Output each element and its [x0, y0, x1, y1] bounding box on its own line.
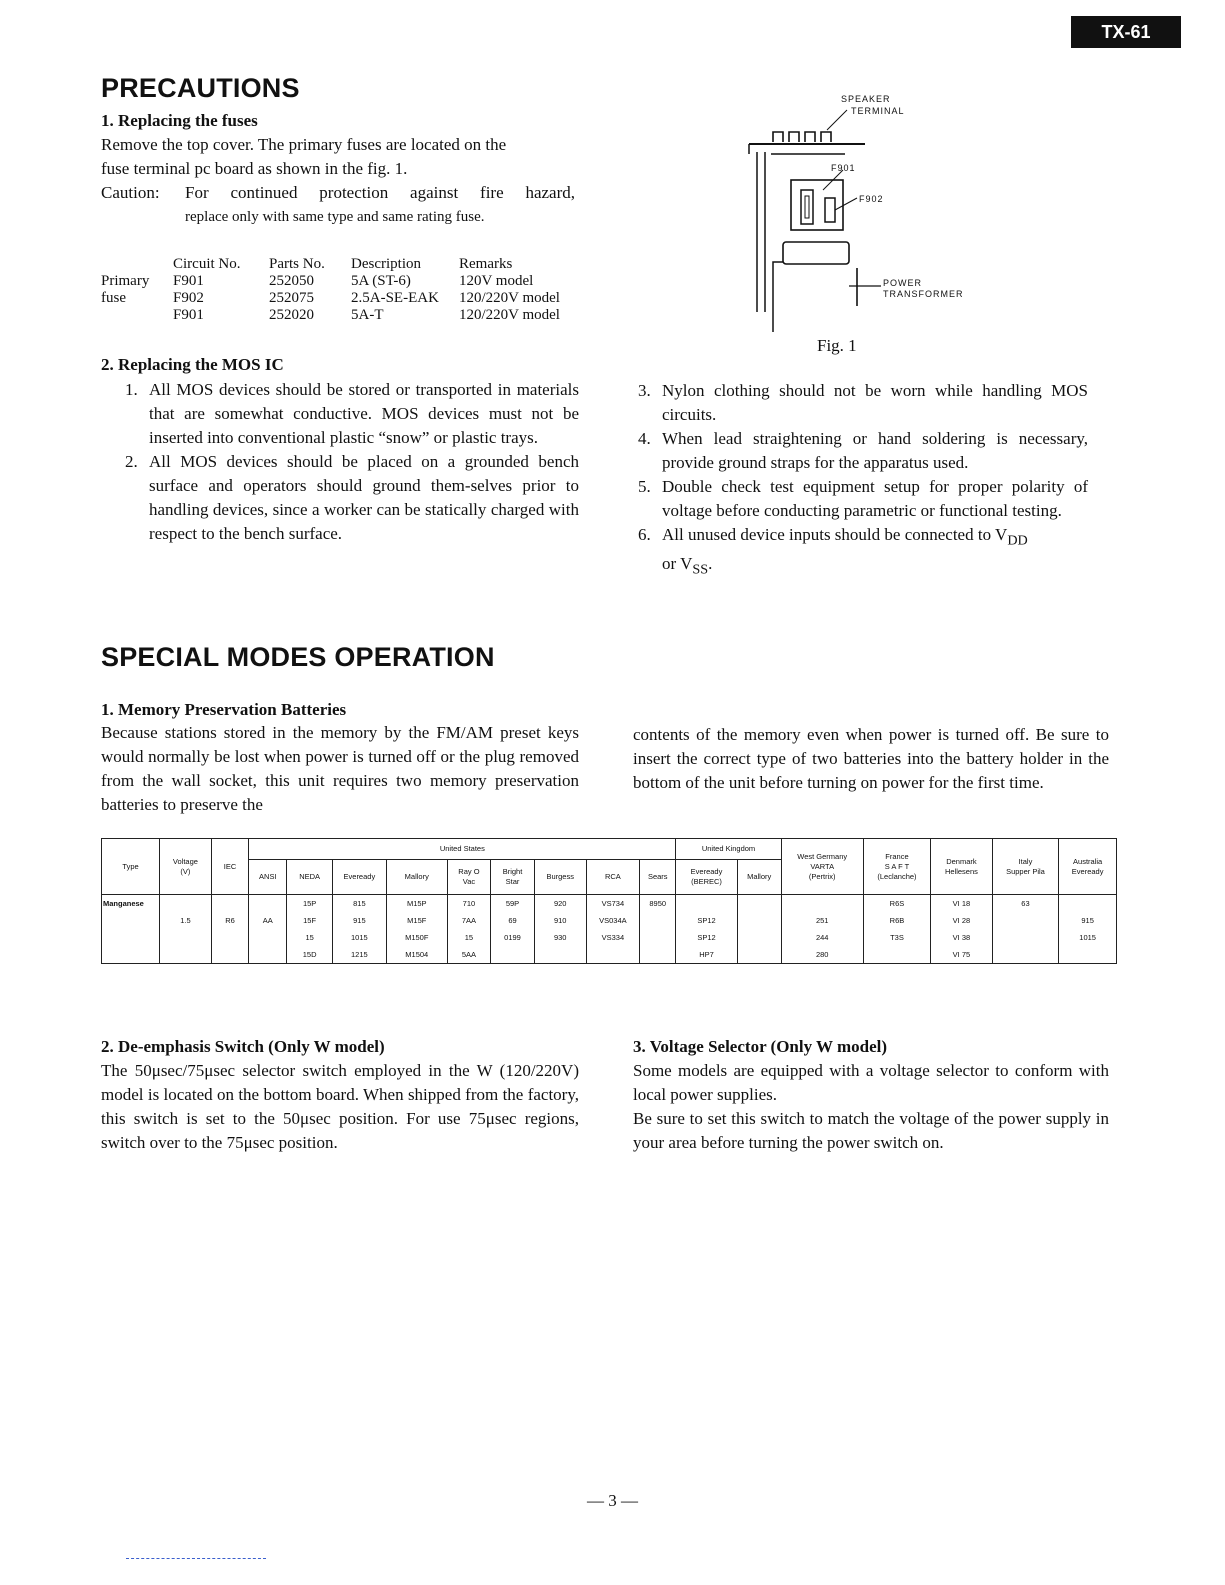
col-type: Type — [102, 839, 160, 895]
table-cell: 1015 — [332, 929, 386, 946]
fuse-cell: F902 — [173, 290, 204, 306]
table-cell: 15D — [287, 946, 333, 964]
fuse-col-header — [101, 256, 173, 273]
table-cell — [737, 895, 781, 913]
group-au: Australia Eveready — [1059, 839, 1117, 895]
transformer-label: TRANSFORMER — [883, 289, 964, 299]
table-cell — [640, 929, 676, 946]
table-cell — [211, 946, 249, 964]
col-uk-mallory: Mallory — [737, 860, 781, 895]
group-it: Italy Supper Pila — [992, 839, 1059, 895]
footer-divider — [126, 1558, 266, 1559]
list-item-text: Nylon clothing should not be worn while handling MOS circuits. — [662, 381, 1088, 424]
fuse-table — [101, 256, 570, 324]
list-item — [101, 450, 579, 546]
caution-text2: replace only with same type and same rating fuse. — [185, 209, 485, 225]
memory-text-left: Because stations stored in the memory by the FM/AM preset keys would normally be lost when power is turned off or the plug removed from the wall socket, this unit requires two memory preservation batteries to preserve the — [101, 723, 579, 814]
table-cell: VS734 — [586, 895, 640, 913]
col-iec: IEC — [211, 839, 249, 895]
memory-heading: 1. Memory Preservation Batteries — [101, 700, 347, 719]
mos-list-right — [614, 379, 1088, 582]
table-cell: VS034A — [586, 912, 640, 929]
table-cell: Manganese — [102, 895, 160, 913]
table-cell — [863, 946, 930, 964]
deemphasis-text: The 50μsec/75μsec selector switch employed in the W (120/220V) model is located on the bottom board. When shipped from the factory, this switch is set to the 50μsec position. For use 75μsec regions, switch over to the 75μsec position. — [101, 1061, 579, 1152]
fuse-cell — [101, 307, 173, 324]
table-cell: 244 — [781, 929, 863, 946]
list-item-text: All MOS devices should be placed on a grounded bench surface and operators should ground them-selves prior to handling devices, since a worker can be statically charged with respect to the bench surface. — [149, 452, 579, 543]
fuse-cell: 120V model — [459, 273, 534, 289]
fuse-cell: 5A-T — [351, 307, 384, 323]
col-rayo: Ray O Vac — [447, 860, 490, 895]
voltage-text1: Some models are equipped with a voltage selector to conform with local power supplies. — [633, 1061, 1109, 1104]
table-cell — [640, 946, 676, 964]
col-uk-eveready: Eveready (BEREC) — [676, 860, 737, 895]
fuse-cell: fuse — [101, 290, 126, 306]
terminal-label: TERMINAL — [851, 106, 905, 116]
table-cell — [249, 929, 287, 946]
fig-1 — [745, 92, 985, 362]
table-cell: R6S — [863, 895, 930, 913]
table-row — [102, 946, 1117, 964]
table-cell — [102, 929, 160, 946]
table-cell — [160, 895, 212, 913]
table-cell: 920 — [534, 895, 586, 913]
table-cell: 15 — [447, 929, 490, 946]
table-cell: 915 — [1059, 912, 1117, 929]
fuse-table-row — [101, 290, 570, 307]
table-cell: R6B — [863, 912, 930, 929]
table-cell: 15F — [287, 912, 333, 929]
list-item-num: 4. — [638, 429, 651, 448]
table-cell: M150F — [386, 929, 447, 946]
voltage-heading: 3. Voltage Selector (Only W model) — [633, 1037, 888, 1056]
table-cell — [676, 895, 737, 913]
table-cell: 1.5 — [160, 912, 212, 929]
table-cell: 1215 — [332, 946, 386, 964]
caution-label: Caution: — [101, 183, 160, 202]
table-cell — [992, 912, 1059, 929]
table-cell — [992, 929, 1059, 946]
table-cell — [249, 946, 287, 964]
table-cell — [249, 895, 287, 913]
table-cell: VI 28 — [931, 912, 992, 929]
table-cell: VS334 — [586, 929, 640, 946]
list-item-text: When lead straightening or hand soldering is necessary, provide ground straps for the apparatus used. — [662, 429, 1088, 472]
table-cell: 63 — [992, 895, 1059, 913]
list-item — [614, 427, 1088, 475]
table-cell — [737, 946, 781, 964]
table-cell — [160, 929, 212, 946]
battery-table — [101, 838, 1117, 964]
deemphasis-heading: 2. De-emphasis Switch (Only W model) — [101, 1037, 385, 1056]
fuse-table-header — [101, 256, 570, 273]
or-word: or — [662, 554, 677, 574]
table-cell — [102, 912, 160, 929]
table-cell — [102, 946, 160, 964]
table-cell — [992, 946, 1059, 964]
table-cell: 1015 — [1059, 929, 1117, 946]
table-cell: 7AA — [447, 912, 490, 929]
mos-heading: 2. Replacing the MOS IC — [101, 355, 284, 374]
list-item-num: 1. — [125, 380, 138, 399]
list-item-text: All unused device inputs should be connected to — [662, 525, 992, 544]
fuses-line1: Remove the top cover. The primary fuses are located on the — [101, 135, 507, 154]
fuse-cell: 120/220V model — [459, 307, 560, 323]
table-cell: M15F — [386, 912, 447, 929]
table-cell: 59P — [491, 895, 535, 913]
table-cell: AA — [249, 912, 287, 929]
memory-text-right: contents of the memory even when power is turned off. Be sure to insert the correct type of two batteries into the battery holder in the bottom of the unit before turning on power for the first time. — [633, 725, 1109, 792]
list-item-num: 6. — [638, 525, 651, 544]
table-cell — [534, 946, 586, 964]
fuse-cell: 252075 — [269, 290, 314, 306]
table-cell — [1059, 895, 1117, 913]
group-fr: France S A F T (Leclanche) — [863, 839, 930, 895]
group-dk: Denmark Hellesens — [931, 839, 992, 895]
table-cell: 815 — [332, 895, 386, 913]
voltage-text2: Be sure to set this switch to match the voltage of the power supply in your area before turning the power switch on. — [633, 1109, 1109, 1152]
table-cell — [737, 929, 781, 946]
table-cell: 15 — [287, 929, 333, 946]
list-item — [614, 475, 1088, 523]
table-cell: M15P — [386, 895, 447, 913]
col-neda: NEDA — [287, 860, 333, 895]
table-cell: M1504 — [386, 946, 447, 964]
fuses-intro — [101, 133, 581, 229]
col-ansi: ANSI — [249, 860, 287, 895]
caution-text1: For continued protection against fire hazard, — [185, 183, 575, 202]
list-item — [614, 379, 1088, 427]
group-uk: United Kingdom — [676, 839, 781, 860]
voltage-text — [633, 1059, 1109, 1155]
table-cell — [781, 895, 863, 913]
table-cell: 5AA — [447, 946, 490, 964]
table-cell — [211, 895, 249, 913]
list-item-text: All MOS devices should be stored or transported in materials that are somewhat conductive. MOS devices must not be inserted into conventional plastic “snow” or plastic trays. — [149, 380, 579, 447]
battery-table-body — [102, 895, 1117, 964]
table-cell: 710 — [447, 895, 490, 913]
table-cell — [737, 912, 781, 929]
table-row — [102, 929, 1117, 946]
list-item — [101, 378, 579, 450]
table-cell: 910 — [534, 912, 586, 929]
vss-symbol: $V_{SS}$ — [680, 554, 709, 578]
caution-block — [101, 181, 581, 205]
precautions-title: PRECAUTIONS — [101, 73, 300, 103]
fuses-line2: fuse terminal pc board as shown in the fig. 1. — [101, 159, 408, 178]
fuse-col-header: Circuit No. — [173, 256, 241, 272]
table-cell: R6 — [211, 912, 249, 929]
model-tab: TX-61 — [1071, 16, 1181, 48]
fuse-cell: F901 — [173, 307, 204, 323]
table-row — [102, 895, 1117, 913]
group-de: West Germany VARTA (Pertrix) — [781, 839, 863, 895]
fuses-heading: 1. Replacing the fuses — [101, 111, 258, 130]
table-cell: 280 — [781, 946, 863, 964]
f901-label: F901 — [831, 163, 856, 173]
table-cell: 930 — [534, 929, 586, 946]
fuse-table-row — [101, 273, 570, 290]
fig-caption: Fig. 1 — [817, 336, 857, 355]
table-cell: VI 75 — [931, 946, 992, 964]
col-rca: RCA — [586, 860, 640, 895]
f902-label: F902 — [859, 194, 884, 204]
table-cell — [211, 929, 249, 946]
battery-table-header-group — [102, 839, 1117, 860]
table-cell: VI 38 — [931, 929, 992, 946]
power-label: POWER — [883, 278, 923, 288]
table-cell: SP12 — [676, 929, 737, 946]
table-cell — [640, 912, 676, 929]
col-burgess: Burgess — [534, 860, 586, 895]
list-item-num: 5. — [638, 477, 651, 496]
fuse-cell: Primary — [101, 273, 150, 289]
fuse-col-header: Remarks — [459, 256, 513, 272]
col-eveready: Eveready — [332, 860, 386, 895]
page-number: — 3 — — [587, 1491, 638, 1510]
fuse-cell: 2.5A-SE-EAK — [351, 290, 439, 306]
fuse-cell: 252050 — [269, 273, 314, 289]
list-item-num: 2. — [125, 452, 138, 471]
col-voltage: Voltage (V) — [160, 839, 212, 895]
group-us: United States — [249, 839, 676, 860]
table-cell: 251 — [781, 912, 863, 929]
table-cell: 69 — [491, 912, 535, 929]
table-row — [102, 912, 1117, 929]
table-cell: T3S — [863, 929, 930, 946]
fuse-cell: F901 — [173, 273, 204, 289]
fuse-cell: 5A (ST-6) — [351, 273, 411, 289]
fuse-cell: 252020 — [269, 307, 314, 323]
table-cell: HP7 — [676, 946, 737, 964]
table-cell: 15P — [287, 895, 333, 913]
speaker-label: SPEAKER — [841, 94, 891, 104]
list-item-num: 3. — [638, 381, 651, 400]
table-cell — [160, 946, 212, 964]
table-cell: 915 — [332, 912, 386, 929]
table-cell — [491, 946, 535, 964]
list-item-text: Double check test equipment setup for proper polarity of voltage before conducting parametric or functional testing. — [662, 477, 1088, 520]
fuse-col-header: Description — [351, 256, 421, 272]
fuse-table-row — [101, 307, 570, 324]
table-cell — [586, 946, 640, 964]
special-modes-title: SPECIAL MODES OPERATION — [101, 642, 495, 672]
vdd-symbol: $V_{DD}$ — [995, 525, 1028, 549]
table-cell: 8950 — [640, 895, 676, 913]
table-cell: VI 18 — [931, 895, 992, 913]
col-mallory: Mallory — [386, 860, 447, 895]
table-cell: SP12 — [676, 912, 737, 929]
fuse-col-header: Parts No. — [269, 256, 325, 272]
col-bright-star: Bright Star — [491, 860, 535, 895]
table-cell: 0199 — [491, 929, 535, 946]
list-item: 6. All unused device inputs should be connected to $V_{DD}$ or $V_{SS}$. — [638, 525, 1028, 578]
table-cell — [1059, 946, 1117, 964]
fuse-cell: 120/220V model — [459, 290, 560, 306]
col-sears: Sears — [640, 860, 676, 895]
mos-list-left — [101, 378, 579, 546]
